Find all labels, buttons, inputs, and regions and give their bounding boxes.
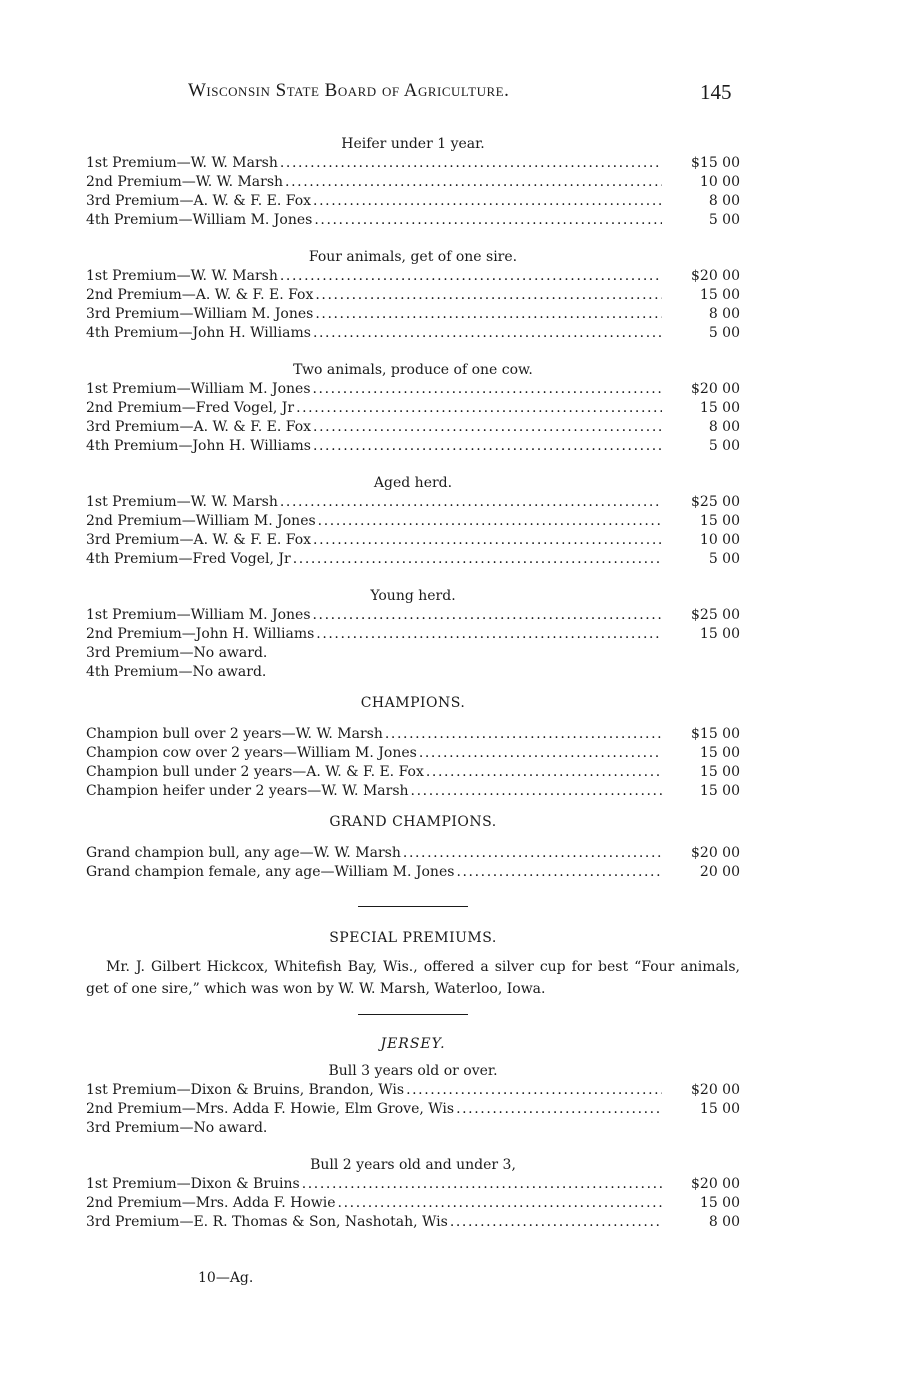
premium-label: 2nd Premium—Mrs. Adda F. Howie, Elm Grove, Wis xyxy=(86,1101,455,1117)
class-title: Young herd. xyxy=(370,588,456,604)
premium-amount: 15 00 xyxy=(699,400,740,416)
premium-label: 2nd Premium—Fred Vogel, Jr xyxy=(86,400,295,416)
premium-row xyxy=(86,1194,740,1213)
dot-leader xyxy=(426,763,662,782)
dot-leader xyxy=(315,305,662,324)
premium-row xyxy=(86,1175,740,1194)
premium-row xyxy=(86,1213,740,1232)
premium-amount: 20 00 xyxy=(699,864,740,880)
page-number: 145 xyxy=(700,80,732,104)
class-title: Two animals, produce of one cow. xyxy=(293,362,533,378)
class-title: Aged herd. xyxy=(373,475,453,491)
dot-leader xyxy=(338,1194,662,1213)
premium-row xyxy=(86,380,740,399)
class-title: Bull 3 years old or over. xyxy=(328,1063,498,1079)
special-premiums-text: Mr. J. Gilbert Hickcox, Whitefish Bay, Wis., offered a silver cup for best “Four animals, get of one sire,” which was won by W. W. Marsh, Waterloo, Iowa. xyxy=(86,959,740,997)
grand-champions-list xyxy=(86,844,740,882)
premium-amount: 15 00 xyxy=(699,783,740,799)
premium-amount: $15 00 xyxy=(691,726,740,742)
premium-label: 1st Premium—William M. Jones xyxy=(86,381,311,397)
premium-label: 1st Premium—Dixon & Bruins, Brandon, Wis xyxy=(86,1082,405,1098)
premium-label: 4th Premium—Fred Vogel, Jr xyxy=(86,551,291,567)
premium-label: Champion heifer under 2 years—W. W. Marsh xyxy=(86,783,409,799)
class-title: Heifer under 1 year. xyxy=(341,136,485,152)
dot-leader xyxy=(406,1081,662,1100)
premium-label: 4th Premium—John H. Williams xyxy=(86,325,311,341)
premium-amount: $20 00 xyxy=(691,1082,740,1098)
premium-label: 1st Premium—Dixon & Bruins xyxy=(86,1176,300,1192)
premium-row xyxy=(86,663,740,682)
class-title: Bull 2 years old and under 3, xyxy=(310,1157,516,1173)
jersey-heading: JERSEY. xyxy=(380,1036,446,1052)
dot-leader xyxy=(313,437,662,456)
page-body xyxy=(86,135,740,1232)
premium-label: 3rd Premium—E. R. Thomas & Son, Nashotah, Wis xyxy=(86,1214,448,1230)
premium-row xyxy=(86,1081,740,1100)
premium-row xyxy=(86,725,740,744)
dot-leader xyxy=(315,286,662,305)
premium-row xyxy=(86,173,740,192)
premium-amount: 15 00 xyxy=(699,287,740,303)
premium-amount: 8 00 xyxy=(708,1214,740,1230)
premium-row xyxy=(86,606,740,625)
premium-row xyxy=(86,512,740,531)
premium-amount: 15 00 xyxy=(699,745,740,761)
dot-leader xyxy=(302,1175,662,1194)
premium-row xyxy=(86,1119,740,1138)
premium-amount: $20 00 xyxy=(691,381,740,397)
champions-heading: CHAMPIONS. xyxy=(360,695,466,711)
premium-amount: $20 00 xyxy=(691,1176,740,1192)
premium-label: 2nd Premium—W. W. Marsh xyxy=(86,174,284,190)
premium-amount: 10 00 xyxy=(699,532,740,548)
dot-leader xyxy=(280,154,662,173)
premium-label: 3rd Premium—A. W. & F. E. Fox xyxy=(86,419,312,435)
premium-amount: 5 00 xyxy=(708,551,740,567)
premium-label: 2nd Premium—Mrs. Adda F. Howie xyxy=(86,1195,336,1211)
premium-row xyxy=(86,625,740,644)
premium-amount: $25 00 xyxy=(691,494,740,510)
premium-row xyxy=(86,211,740,230)
premium-label: 1st Premium—William M. Jones xyxy=(86,607,311,623)
dot-leader xyxy=(296,399,662,418)
premium-label: 4th Premium—John H. Williams xyxy=(86,438,311,454)
premium-label: 1st Premium—W. W. Marsh xyxy=(86,268,278,284)
premium-row xyxy=(86,399,740,418)
premium-amount: 8 00 xyxy=(708,419,740,435)
premium-amount: $20 00 xyxy=(691,268,740,284)
dot-leader xyxy=(314,211,662,230)
premium-amount: 15 00 xyxy=(699,513,740,529)
premium-row xyxy=(86,267,740,286)
premium-label: 3rd Premium—No award. xyxy=(86,645,268,661)
premium-row xyxy=(86,192,740,211)
dot-leader xyxy=(450,1213,662,1232)
premium-label: 3rd Premium—A. W. & F. E. Fox xyxy=(86,532,312,548)
premium-amount: 15 00 xyxy=(699,1195,740,1211)
premium-row xyxy=(86,305,740,324)
dot-leader xyxy=(313,418,662,437)
premium-label: Champion bull over 2 years—W. W. Marsh xyxy=(86,726,383,742)
premium-label: 3rd Premium—No award. xyxy=(86,1120,268,1136)
dot-leader xyxy=(318,512,662,531)
premium-amount: 8 00 xyxy=(708,306,740,322)
premium-label: Grand champion bull, any age—W. W. Marsh xyxy=(86,845,401,861)
premium-label: 2nd Premium—John H. Williams xyxy=(86,626,315,642)
premium-label: Champion bull under 2 years—A. W. & F. E. Fox xyxy=(86,764,424,780)
premium-row xyxy=(86,324,740,343)
premium-amount: 5 00 xyxy=(708,212,740,228)
dot-leader xyxy=(280,267,662,286)
premium-amount: $15 00 xyxy=(691,155,740,171)
premium-row xyxy=(86,782,740,801)
premium-amount: $25 00 xyxy=(691,607,740,623)
premium-row xyxy=(86,1100,740,1119)
premium-label: 2nd Premium—A. W. & F. E. Fox xyxy=(86,287,314,303)
premium-row xyxy=(86,744,740,763)
dot-leader xyxy=(313,380,663,399)
premium-row xyxy=(86,418,740,437)
signature-mark: 10—Ag. xyxy=(198,1270,254,1286)
grand-champions-heading: GRAND CHAMPIONS. xyxy=(329,814,497,830)
premium-label: 3rd Premium—A. W. & F. E. Fox xyxy=(86,193,312,209)
dot-leader xyxy=(285,173,662,192)
premium-amount: 10 00 xyxy=(699,174,740,190)
premium-label: 2nd Premium—William M. Jones xyxy=(86,513,316,529)
dot-leader xyxy=(456,863,662,882)
dot-leader xyxy=(456,1100,662,1119)
dot-leader xyxy=(313,531,662,550)
page-header xyxy=(0,80,900,110)
premium-label: Champion cow over 2 years—William M. Jones xyxy=(86,745,417,761)
premium-label: 4th Premium—William M. Jones xyxy=(86,212,313,228)
premium-row xyxy=(86,493,740,512)
premium-sections xyxy=(86,135,740,682)
dot-leader xyxy=(411,782,662,801)
premium-amount: 15 00 xyxy=(699,626,740,642)
premium-label: 1st Premium—W. W. Marsh xyxy=(86,494,278,510)
premium-row xyxy=(86,550,740,569)
dot-leader xyxy=(419,744,662,763)
special-premiums-heading: SPECIAL PREMIUMS. xyxy=(329,930,497,946)
premium-amount: 15 00 xyxy=(699,764,740,780)
premium-row xyxy=(86,763,740,782)
premium-label: 4th Premium—No award. xyxy=(86,664,267,680)
dot-leader xyxy=(280,493,662,512)
premium-row xyxy=(86,844,740,863)
premium-amount: 5 00 xyxy=(708,325,740,341)
premium-amount: 15 00 xyxy=(699,1101,740,1117)
dot-leader xyxy=(313,606,663,625)
running-head: Wisconsin State Board of Agriculture. xyxy=(188,80,510,101)
premium-amount: $20 00 xyxy=(691,845,740,861)
dot-leader xyxy=(385,725,662,744)
premium-row xyxy=(86,531,740,550)
dot-leader xyxy=(313,324,662,343)
premium-label: Grand champion female, any age—William M. Jones xyxy=(86,864,455,880)
premium-row xyxy=(86,154,740,173)
premium-row xyxy=(86,644,740,663)
champions-list xyxy=(86,725,740,801)
dot-leader xyxy=(403,844,662,863)
premium-row xyxy=(86,863,740,882)
jersey-sections xyxy=(86,1062,740,1232)
premium-amount: 8 00 xyxy=(708,193,740,209)
dot-leader xyxy=(316,625,662,644)
premium-label: 3rd Premium—William M. Jones xyxy=(86,306,314,322)
dot-leader xyxy=(313,192,662,211)
class-title: Four animals, get of one sire. xyxy=(308,249,518,265)
premium-row xyxy=(86,286,740,305)
dot-leader xyxy=(293,550,662,569)
premium-label: 1st Premium—W. W. Marsh xyxy=(86,155,278,171)
premium-amount: 5 00 xyxy=(708,438,740,454)
premium-row xyxy=(86,437,740,456)
